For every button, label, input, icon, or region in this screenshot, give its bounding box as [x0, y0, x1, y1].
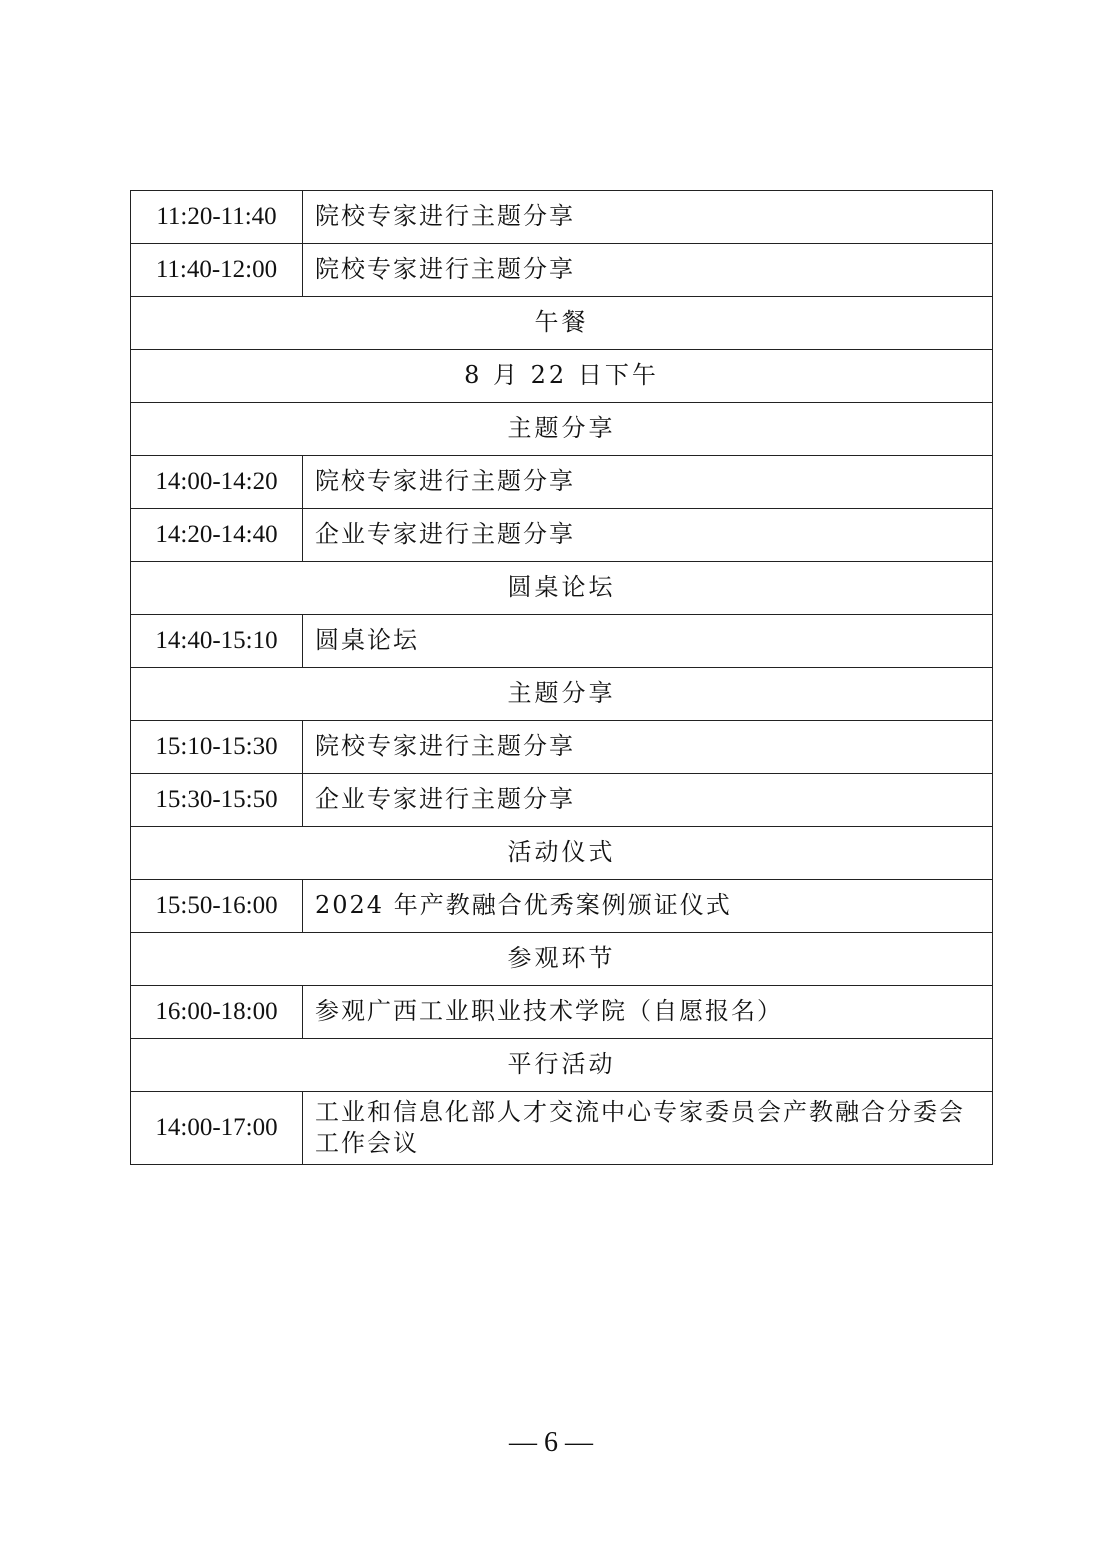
time-cell: 14:00-14:20 — [131, 456, 303, 509]
activity-cell: 参观广西工业职业技术学院（自愿报名） — [303, 986, 993, 1039]
time-cell: 14:40-15:10 — [131, 615, 303, 668]
section-row — [131, 933, 993, 986]
section-heading: 主题分享 — [131, 403, 993, 456]
section-row — [131, 668, 993, 721]
activity-cell: 工业和信息化部人才交流中心专家委员会产教融合分委会工作会议 — [303, 1092, 993, 1165]
table-row — [131, 986, 993, 1039]
table-row — [131, 880, 993, 933]
activity-cell: 企业专家进行主题分享 — [303, 774, 993, 827]
activity-cell: 院校专家进行主题分享 — [303, 721, 993, 774]
section-heading: 主题分享 — [131, 668, 993, 721]
section-row — [131, 827, 993, 880]
section-heading: 活动仪式 — [131, 827, 993, 880]
section-heading: 8 月 22 日下午 — [131, 350, 993, 403]
time-cell: 15:30-15:50 — [131, 774, 303, 827]
section-heading: 参观环节 — [131, 933, 993, 986]
activity-cell: 2024 年产教融合优秀案例颁证仪式 — [303, 880, 993, 933]
time-cell: 16:00-18:00 — [131, 986, 303, 1039]
section-heading: 午餐 — [131, 297, 993, 350]
section-row — [131, 297, 993, 350]
time-cell: 14:20-14:40 — [131, 509, 303, 562]
table-row — [131, 244, 993, 297]
section-row — [131, 403, 993, 456]
time-cell: 11:40-12:00 — [131, 244, 303, 297]
table-row — [131, 774, 993, 827]
activity-cell: 院校专家进行主题分享 — [303, 456, 993, 509]
activity-cell: 院校专家进行主题分享 — [303, 244, 993, 297]
time-cell: 15:50-16:00 — [131, 880, 303, 933]
table-row — [131, 456, 993, 509]
section-row — [131, 562, 993, 615]
section-heading: 平行活动 — [131, 1039, 993, 1092]
section-heading: 圆桌论坛 — [131, 562, 993, 615]
page-number: — 6 — — [509, 1427, 593, 1458]
activity-cell: 圆桌论坛 — [303, 615, 993, 668]
activity-cell: 企业专家进行主题分享 — [303, 509, 993, 562]
section-row — [131, 1039, 993, 1092]
time-cell: 14:00-17:00 — [131, 1092, 303, 1165]
table-row — [131, 191, 993, 244]
section-row — [131, 350, 993, 403]
activity-cell: 院校专家进行主题分享 — [303, 191, 993, 244]
time-cell: 15:10-15:30 — [131, 721, 303, 774]
table-row — [131, 615, 993, 668]
table-row — [131, 1092, 993, 1165]
table-row — [131, 509, 993, 562]
table-row — [131, 721, 993, 774]
time-cell: 11:20-11:40 — [131, 191, 303, 244]
schedule-table — [130, 190, 993, 1165]
